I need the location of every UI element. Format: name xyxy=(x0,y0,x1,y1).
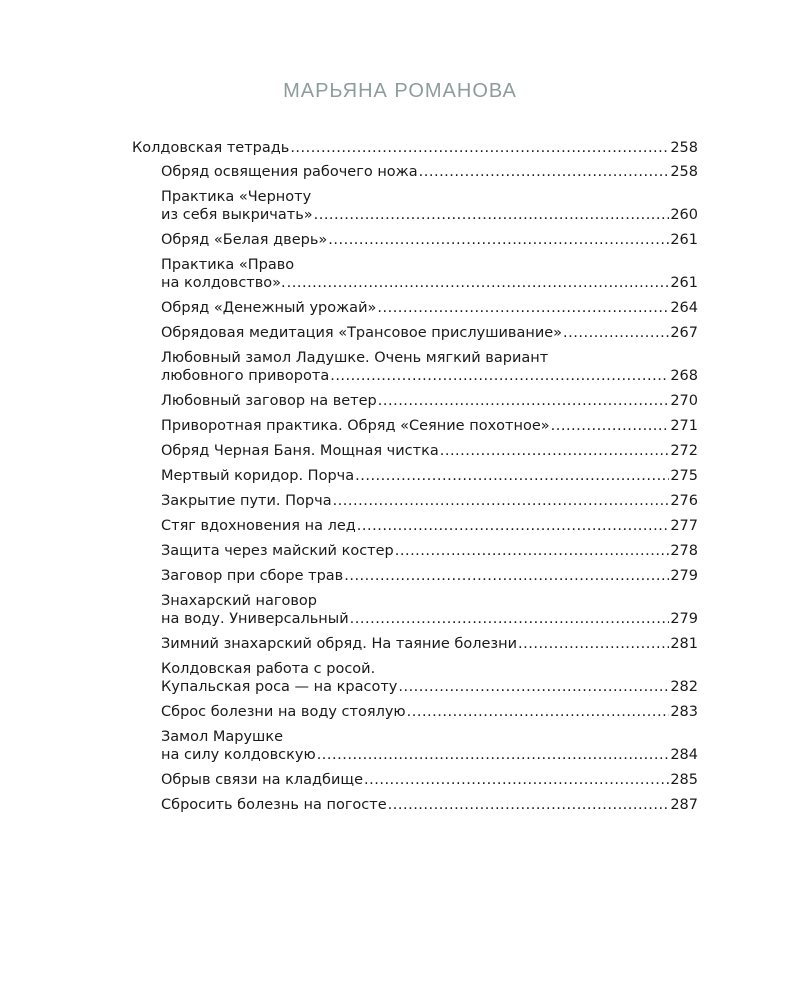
dot-leader xyxy=(398,678,669,696)
toc-entry-title: Обряд Черная Баня. Мощная чистка xyxy=(161,442,439,459)
toc-line xyxy=(161,678,698,696)
dot-leader xyxy=(419,163,670,181)
toc-entry-title-line: Практика «Право xyxy=(161,256,295,273)
toc-line xyxy=(161,274,698,292)
toc-line xyxy=(161,163,698,181)
toc-line xyxy=(161,392,698,410)
toc-entry-title: Сброс болезни на воду стоялую xyxy=(161,703,406,720)
toc-entry[interactable] xyxy=(132,567,698,585)
toc-line xyxy=(161,746,698,764)
dot-leader xyxy=(440,442,670,460)
toc-entry[interactable] xyxy=(132,231,698,249)
toc-entry[interactable] xyxy=(132,392,698,410)
dot-leader xyxy=(328,231,669,249)
toc-entry-title-line: Любовный замол Ладушке. Очень мягкий вариант xyxy=(161,349,549,366)
toc-entry-title-line: Знахарский наговор xyxy=(161,592,317,609)
toc-entry-page: 264 xyxy=(670,299,698,316)
toc-entries xyxy=(132,163,698,814)
toc-entry[interactable] xyxy=(132,299,698,317)
toc-line xyxy=(161,771,698,789)
toc-entry-page: 272 xyxy=(670,442,698,459)
toc-line xyxy=(161,703,698,721)
toc-entry-title: Обряд «Денежный урожай» xyxy=(161,299,377,316)
toc-entry-page: 261 xyxy=(670,231,698,248)
toc-entry-title: на воду. Универсальный xyxy=(161,610,349,627)
toc-entry[interactable] xyxy=(132,188,698,224)
toc-line xyxy=(132,139,698,157)
toc-line xyxy=(161,299,698,317)
dot-leader xyxy=(333,492,670,510)
toc-entry-title: Приворотная практика. Обряд «Сеяние похотное» xyxy=(161,417,550,434)
toc-entry-page: 282 xyxy=(670,678,698,695)
toc-entry-title-line: Практика «Черноту xyxy=(161,188,312,205)
toc-entry-title: Закрытие пути. Порча xyxy=(161,492,332,509)
toc-line xyxy=(161,542,698,560)
toc-entry-title: Обряд освящения рабочего ножа xyxy=(161,163,418,180)
toc-entry-page: 284 xyxy=(670,746,698,763)
dot-leader xyxy=(378,392,670,410)
toc-entry-page: 267 xyxy=(670,324,698,341)
dot-leader xyxy=(290,139,669,157)
toc-entry-title: Стяг вдохновения на лед xyxy=(161,517,356,534)
toc-entry-page: 276 xyxy=(670,492,698,509)
toc-line xyxy=(161,367,698,385)
toc-entry[interactable] xyxy=(132,728,698,764)
toc-entry[interactable] xyxy=(132,796,698,814)
dot-leader xyxy=(357,517,670,535)
toc-entry-title: Обрядовая медитация «Трансовое прислушивание» xyxy=(161,324,563,341)
toc-entry[interactable] xyxy=(132,517,698,535)
dot-leader xyxy=(317,746,670,764)
toc-entry[interactable] xyxy=(132,542,698,560)
toc-entry-title: Сбросить болезнь на погосте xyxy=(161,796,387,813)
toc-entry-page: 279 xyxy=(670,610,698,627)
toc-entry-page: 275 xyxy=(670,467,698,484)
toc-entry-page: 278 xyxy=(670,542,698,559)
running-header: МАРЬЯНА РОМАНОВА xyxy=(283,80,517,102)
toc-entry[interactable] xyxy=(132,771,698,789)
dot-leader xyxy=(287,274,670,292)
toc-entry-page: 260 xyxy=(670,206,698,223)
toc-entry-page: 277 xyxy=(670,517,698,534)
toc-entry-page: 268 xyxy=(670,367,698,384)
toc-entry-title: Защита через майский костер xyxy=(161,542,394,559)
dot-leader xyxy=(395,542,670,560)
toc-entry[interactable] xyxy=(132,442,698,460)
toc-entry[interactable] xyxy=(132,256,698,292)
dot-leader xyxy=(563,324,669,342)
toc-line xyxy=(161,324,698,342)
toc-entry-page: 271 xyxy=(670,417,698,434)
toc-entry-title-line: Колдовская работа с росой. xyxy=(161,660,376,677)
toc-entry-title: Любовный заговор на ветер xyxy=(161,392,377,409)
dot-leader xyxy=(355,467,669,485)
toc-line xyxy=(161,610,698,628)
toc-entry-title: любовного приворота xyxy=(161,367,330,384)
toc-entry[interactable] xyxy=(132,163,698,181)
toc-entry[interactable] xyxy=(132,635,698,653)
toc-entry-title-line: Замол Марушке xyxy=(161,728,283,745)
toc-entry-page: 283 xyxy=(670,703,698,720)
toc-entry-title: Обрыв связи на кладбище xyxy=(161,771,364,788)
dot-leader xyxy=(364,771,669,789)
toc-entry-page: 261 xyxy=(670,274,698,291)
toc-line xyxy=(161,635,698,653)
toc-entry-title: на силу колдовскую xyxy=(161,746,316,763)
toc-entry[interactable] xyxy=(132,417,698,435)
toc-entry-page: 281 xyxy=(670,635,698,652)
toc-entry[interactable] xyxy=(132,324,698,342)
toc-line xyxy=(161,492,698,510)
toc-entry[interactable] xyxy=(132,492,698,510)
toc-entry[interactable] xyxy=(132,592,698,628)
dot-leader xyxy=(388,796,670,814)
dot-leader xyxy=(407,703,670,721)
toc-entry-title: на колдовство». xyxy=(161,274,286,291)
toc-entry-title: Обряд «Белая дверь» xyxy=(161,231,328,248)
toc-line xyxy=(161,417,698,435)
toc-entry-page: 285 xyxy=(670,771,698,788)
toc-line xyxy=(161,467,698,485)
toc-entry-title: Зимний знахарский обряд. На таяние болезни xyxy=(161,635,518,652)
toc-entry-page: 258 xyxy=(670,163,698,180)
toc-entry-title: Купальская роса — на красоту xyxy=(161,678,398,695)
toc-section[interactable] xyxy=(132,139,698,157)
toc-line xyxy=(161,517,698,535)
toc-line xyxy=(161,796,698,814)
dot-leader xyxy=(330,367,669,385)
toc-line xyxy=(161,567,698,585)
toc-entry[interactable] xyxy=(132,467,698,485)
toc-entry-title: Заговор при сборе трав xyxy=(161,567,344,584)
toc-entry-page: 279 xyxy=(670,567,698,584)
toc-line xyxy=(161,442,698,460)
toc-entry[interactable] xyxy=(132,349,698,385)
toc-entry-page: 270 xyxy=(670,392,698,409)
toc-entry[interactable] xyxy=(132,703,698,721)
toc-entry-page: 287 xyxy=(670,796,698,813)
dot-leader xyxy=(314,206,670,224)
table-of-contents xyxy=(132,139,698,821)
toc-section-title: Колдовская тетрадь xyxy=(132,140,290,156)
toc-line xyxy=(161,231,698,249)
dot-leader xyxy=(350,610,670,628)
dot-leader xyxy=(344,567,669,585)
toc-entry-title: Мертвый коридор. Порча xyxy=(161,467,355,484)
toc-line xyxy=(161,206,698,224)
toc-entry-title: из себя выкричать» xyxy=(161,206,313,223)
toc-section-page: 258 xyxy=(670,140,698,156)
dot-leader xyxy=(377,299,669,317)
toc-entry[interactable] xyxy=(132,660,698,696)
dot-leader xyxy=(551,417,670,435)
dot-leader xyxy=(518,635,669,653)
